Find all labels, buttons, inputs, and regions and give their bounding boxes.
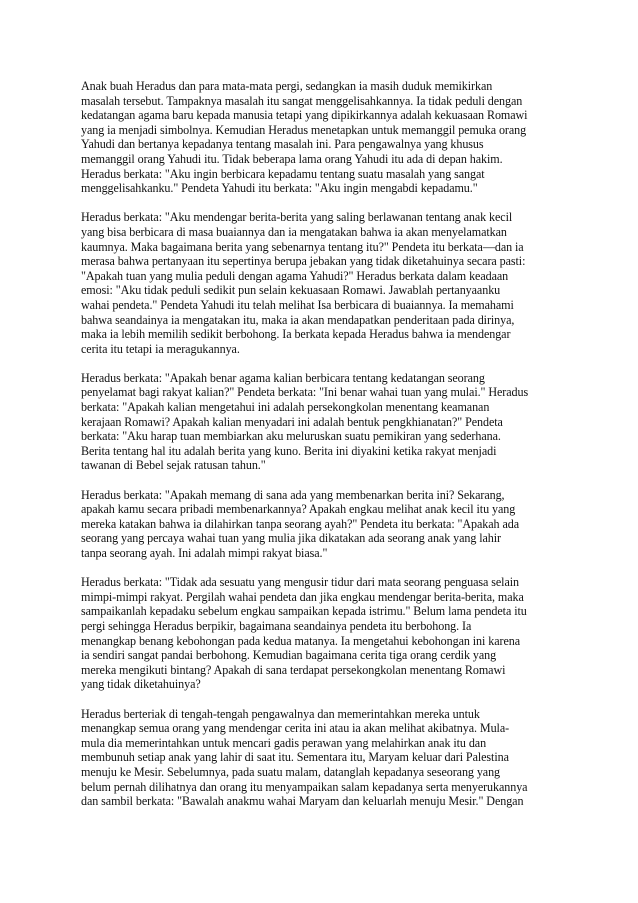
text-line: mula dia memerintahkan untuk mencari gadis perawan yang melahirkan anak itu dan	[81, 735, 487, 750]
text-line: memanggil orang Yahudi itu. Tidak beberapa lama orang Yahudi itu ada di depan hakim.	[81, 151, 503, 166]
paragraph	[81, 79, 559, 196]
text-line: yang ia menjadi simbolnya. Kemudian Heradus menetapkan untuk memanggil pemuka orang	[81, 122, 527, 137]
text-line: Heradus berkata: "Apakah memang di sana ada yang membenarkan berita ini? Sekarang,	[81, 487, 505, 502]
text-line: belum pernah dilihatnya dan orang itu menyampaikan salam kepadanya serta menyerukannya	[81, 779, 528, 794]
text-line: sampaikanlah kepadaku sebelum engkau sampaikan kepada istrimu." Belum lama pendeta itu	[81, 604, 527, 619]
text-line: Heradus berkata: "Apakah benar agama kalian berbicara tentang kedatangan seorang	[81, 370, 485, 385]
text-line: yang tidak diketahuinya?	[81, 677, 201, 692]
text-line: menuju ke Mesir. Sebelumnya, pada suatu malam, datanglah kepadanya seseorang yang	[81, 764, 501, 779]
text-line: dan sambil berkata: "Bawalah anakmu wahai Maryam dan keluarlah menuju Mesir." Dengan	[81, 794, 524, 809]
text-line: kaumnya. Maka bagaimana berita yang sebenarnya tentang itu?" Pendeta itu berkata—dan ia	[81, 239, 524, 254]
text-line: Yahudi dan bertanya kepadanya tentang masalah ini. Para pengawalnya yang khusus	[81, 137, 484, 152]
text-line: Heradus berkata: "Tidak ada sesuatu yang mengusir tidur dari mata seorang penguasa selain	[81, 575, 519, 590]
text-line: kerajaan Romawi? Apakah kalian menyadari ini adalah bentuk pengkhianatan?" Pendeta	[81, 414, 503, 429]
text-line: cerita itu tetapi ia meragukannya.	[81, 341, 240, 356]
text-line: maka ia lebih memilih sedikit berbohong. Ia berkata kepada Heradus bahwa ia mendengar	[81, 327, 511, 342]
text-line: menggelisahkanku." Pendeta Yahudi itu berkata: "Aku ingin mengabdi kepadamu."	[81, 181, 478, 196]
text-line: tanpa seorang ayah. Ini adalah mimpi rakyat biasa."	[81, 546, 328, 560]
text-line: mereka katakan bahwa ia dilahirkan tanpa seorang ayah?" Pendeta itu berkata: "Apakah ada	[81, 516, 520, 531]
text-line: Heradus berkata: "Aku mendengar berita-berita yang saling berlawanan tentang anak kecil	[81, 210, 513, 225]
text-line: ia sendiri sangat pandai berbohong. Kemudian bagaimana cerita tiga orang cerdik yang	[81, 648, 497, 663]
text-line: pergi sehingga Heradus berpikir, bagaimana seandainya pendeta itu berbohong. Ia	[81, 618, 472, 633]
text-line: berkata: "Apakah kalian mengetahui ini adalah persekongkolan menentang keamanan	[81, 400, 490, 415]
text-line: Berita tentang hal itu adalah berita yang kuno. Berita ini diyakini ketika rakyat menjadi	[81, 443, 497, 458]
text-line: Heradus berkata: "Aku ingin berbicara kepadamu tentang suatu masalah yang sangat	[81, 166, 485, 181]
text-line: wahai pendeta." Pendeta Yahudi itu telah melihat Isa berbicara di buaiannya. Ia memahami	[81, 297, 514, 312]
text-line: tawanan di Bebel sejak ratusan tahun."	[81, 458, 266, 473]
text-line: apakah kamu secara pribadi membenarkannya? Apakah engkau melihat anak kecil itu yang	[81, 502, 516, 517]
text-line: mimpi-mimpi rakyat. Pergilah wahai pendeta dan jika engkau mendengar berita-berita, maka	[81, 589, 524, 604]
paragraph	[81, 575, 559, 692]
text-line: seorang yang percaya wahai tuan yang mulia jika dikatakan ada seorang anak yang lahir	[81, 531, 502, 546]
text-line: Heradus berteriak di tengah-tengah pengawalnya dan memerintahkan mereka untuk	[81, 706, 480, 721]
text-line: membunuh setiap anak yang lahir di saat itu. Sementara itu, Maryam keluar dari Palestina	[81, 750, 509, 765]
text-line: menangkap semua orang yang mendengar cerita ini atau ia akan melihat akibatnya. Mula-	[81, 721, 510, 736]
text-line: bahwa seandainya ia mengatakan itu, maka ia akan mendapatkan penderitaan pada dirinya,	[81, 312, 515, 327]
text-line: yang bisa berbicara di masa buaiannya dan ia mengatakan bahwa ia akan menyelamatkan	[81, 224, 507, 239]
paragraph	[81, 371, 559, 473]
paragraph	[81, 210, 559, 356]
text-line: penyelamat bagi rakyat kalian?" Pendeta berkata: "Ini benar wahai tuan yang mulai." Heradus	[81, 385, 529, 400]
paragraph	[81, 488, 559, 561]
text-line: masalah tersebut. Tampaknya masalah itu sangat menggelisahkannya. Ia tidak peduli dengan	[81, 93, 523, 108]
paragraph	[81, 707, 559, 809]
text-line: kedatangan agama baru kepada manusia tetapi yang dipikirkannya adalah kekuasaan Romawi	[81, 108, 528, 123]
text-line: merasa bahwa pertanyaan itu sepertinya berupa jebakan yang tidak diketahuinya secara pasti:	[81, 254, 526, 269]
text-line: mereka mengikuti bintang? Apakah di sana terdapat persekongkolan menentang Romawi	[81, 662, 506, 677]
text-line: menangkap benang kebohongan pada kedua matanya. Ia mengetahui kebohongan ini karena	[81, 633, 520, 648]
document-page	[81, 79, 559, 809]
text-line: Anak buah Heradus dan para mata-mata pergi, sedangkan ia masih duduk memikirkan	[81, 79, 493, 93]
text-line: "Apakah tuan yang mulia peduli dengan agama Yahudi?" Heradus berkata dalam keadaan	[81, 268, 509, 283]
text-line: berkata: "Aku harap tuan membiarkan aku meluruskan suatu pemikiran yang sederhana.	[81, 429, 501, 444]
text-line: emosi: "Aku tidak peduli sedikit pun selain kekuasaan Romawi. Jawablah pertanyaanku	[81, 283, 501, 298]
